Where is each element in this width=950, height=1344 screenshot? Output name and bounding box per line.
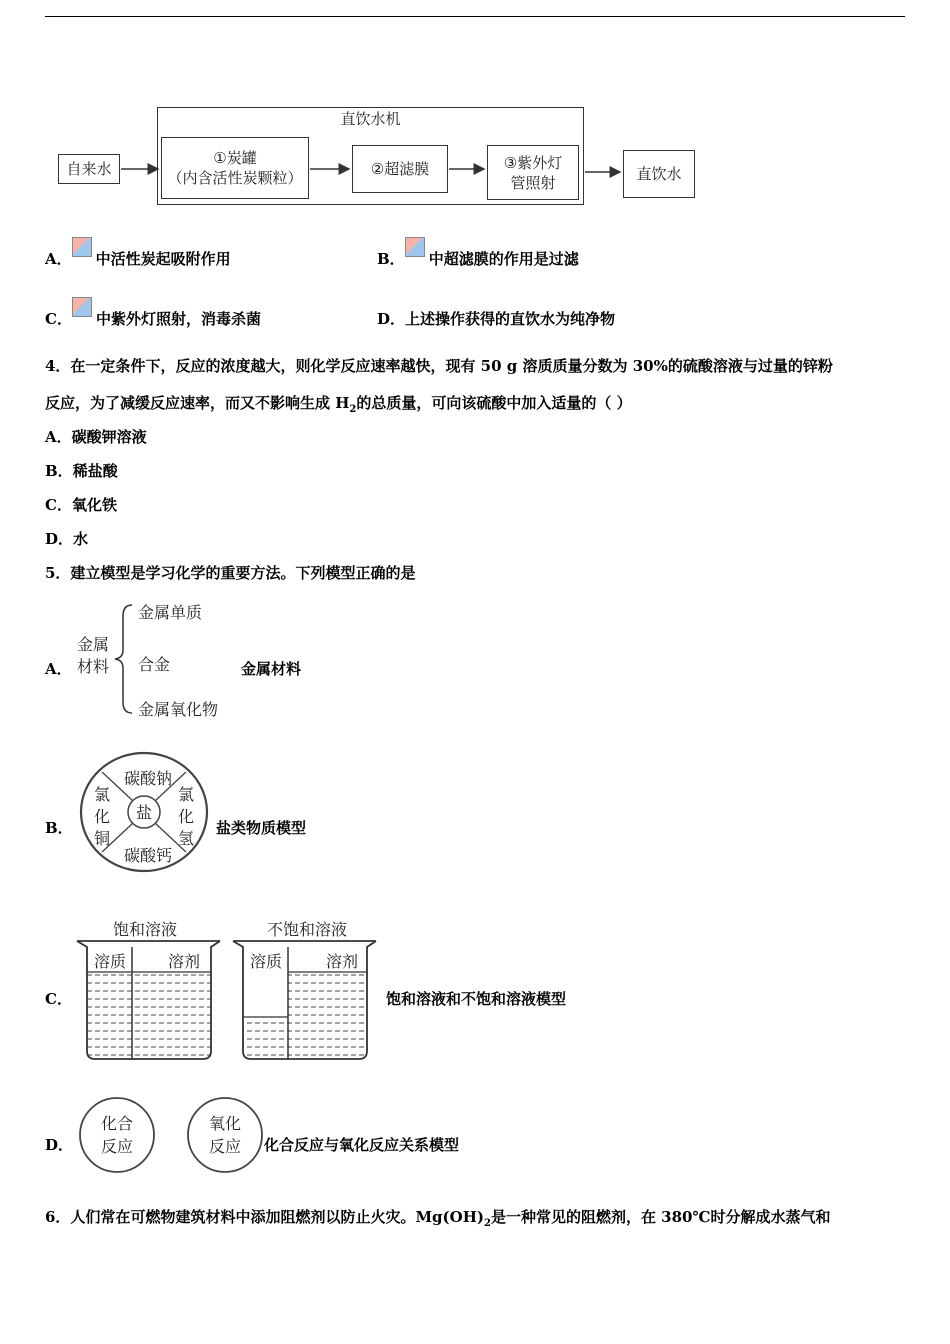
q5b-salt-wheel <box>78 750 210 874</box>
q4-option-a[interactable] <box>45 426 147 447</box>
broken-image-icon <box>405 237 425 257</box>
q4-option-d[interactable] <box>45 528 88 549</box>
flow-arrows <box>0 0 950 230</box>
q3-option-c-text: 中紫外灯照射，消毒杀菌 <box>95 310 261 328</box>
q5b-caption: 盐类物质模型 <box>216 819 307 837</box>
q5a-branch1: 金属单质 <box>138 603 203 622</box>
machine-title: 直饮水机 <box>340 110 401 128</box>
q4-option-b[interactable] <box>45 460 118 481</box>
q5b-left-2: 化 <box>93 807 111 826</box>
q5c-caption: 饱和溶液和不饱和溶液模型 <box>386 990 567 1008</box>
ultrafiltration-box: ②超滤膜 <box>352 145 448 193</box>
q3-option-a[interactable] <box>45 248 231 269</box>
q5c-beaker1-solvent: 溶剂 <box>167 952 201 971</box>
q3-option-c[interactable] <box>45 308 261 329</box>
q5b-left-1: 氯 <box>93 785 111 804</box>
carbon-tank-line1: ①炭罐 <box>213 149 257 167</box>
q3-option-a-text: 中活性炭起吸附作用 <box>95 250 231 268</box>
output-water-box: 直饮水 <box>623 150 695 198</box>
uv-lamp-line2: 管照射 <box>510 173 556 192</box>
q5a-brace <box>110 600 140 718</box>
q5d-caption: 化合反应与氧化反应关系模型 <box>264 1136 460 1154</box>
q5d-circle2-line2: 反应 <box>208 1137 242 1156</box>
q3-option-d-label: D． <box>377 310 406 328</box>
uv-lamp-line1: ③紫外灯 <box>503 153 563 172</box>
broken-image-icon <box>72 237 92 257</box>
q5c-beaker1-title: 饱和溶液 <box>112 920 178 939</box>
q5d-circle2-line1: 氧化 <box>208 1114 242 1133</box>
q3-option-b-text: 中超滤膜的作用是过滤 <box>428 250 579 268</box>
q3-option-c-label: C． <box>45 310 72 328</box>
q3-option-a-label: A． <box>45 250 72 268</box>
q4-subscript: 2 <box>349 404 357 415</box>
q5d-circles <box>75 1095 265 1177</box>
q4-stem-line1: 4．在一定条件下，反应的浓度越大，则化学反应速率越快，现有 50 g 溶质质量分数为 30%的硫酸溶液与过量的锌粉 <box>45 357 833 375</box>
q5c-beaker2-solute: 溶质 <box>249 952 283 971</box>
q4-option-label: A． <box>45 428 72 446</box>
q5a-branch2: 合金 <box>138 655 171 674</box>
q5b-right-3: 氢 <box>177 829 195 848</box>
q4-stem-line2 <box>45 392 632 415</box>
q5a-branch3: 金属氧化物 <box>138 700 219 719</box>
q5b-top: 碳酸钠 <box>123 769 173 788</box>
q4-option-c[interactable] <box>45 494 117 515</box>
q3-option-d-text: 上述操作获得的直饮水为纯净物 <box>405 310 616 328</box>
q5-option-b-label[interactable]: B． <box>45 819 73 837</box>
q5d-circle1-line1: 化合 <box>100 1114 134 1133</box>
q5b-right-1: 氯 <box>177 785 195 804</box>
q5b-bottom: 碳酸钙 <box>123 846 173 865</box>
q5c-beaker2-solvent: 溶剂 <box>325 952 359 971</box>
q4-option-label: D． <box>45 530 74 548</box>
q4-option-text: 水 <box>73 530 89 548</box>
q5b-right-2: 化 <box>177 807 195 826</box>
q6-subscript: 2 <box>483 1218 491 1229</box>
q3-option-d[interactable] <box>377 308 615 329</box>
q4-option-label: C． <box>45 496 72 514</box>
q3-option-b[interactable] <box>377 248 579 269</box>
q4-option-text: 氧化铁 <box>71 496 117 514</box>
q5a-caption: 金属材料 <box>241 660 302 678</box>
q5c-beaker2-title: 不饱和溶液 <box>266 920 348 939</box>
tap-water-box: 自来水 <box>58 154 120 184</box>
q5a-root-line2: 材料 <box>77 657 110 676</box>
q5-option-d-label[interactable]: D． <box>45 1136 74 1154</box>
q5-option-a-label[interactable]: A． <box>45 660 72 678</box>
q5d-circle1-line2: 反应 <box>100 1137 134 1156</box>
q5c-beaker1-solute: 溶质 <box>93 952 127 971</box>
q5b-left-3: 铜 <box>93 829 111 848</box>
carbon-tank-line2: （内含活性炭颗粒） <box>167 169 303 187</box>
q5b-center: 盐 <box>135 803 153 822</box>
q5-stem: 5．建立模型是学习化学的重要方法。下列模型正确的是 <box>45 564 416 582</box>
q5c-beakers <box>70 915 380 1065</box>
q4-stem-line2-b: 的总质量，可向该硫酸中加入适量的（ ） <box>356 394 632 412</box>
broken-image-icon <box>72 297 92 317</box>
q5a-root <box>77 634 109 678</box>
q6-stem-a: 6．人们常在可燃物建筑材料中添加阻燃剂以防止火灾。Mg(OH) <box>45 1208 484 1226</box>
q4-stem-line2-a: 反应，为了减缓反应速率，而又不影响生成 H <box>45 394 350 412</box>
q6-stem-b: 是一种常见的阻燃剂，在 380℃时分解成水蒸气和 <box>490 1208 831 1226</box>
q5a-root-line1: 金属 <box>77 635 110 654</box>
q4-option-text: 碳酸钾溶液 <box>71 428 147 446</box>
q6-stem <box>45 1206 830 1229</box>
q5-option-c-label[interactable]: C． <box>45 990 72 1008</box>
q4-option-label: B． <box>45 462 73 480</box>
q3-option-b-label: B． <box>377 250 405 268</box>
q4-option-text: 稀盐酸 <box>72 462 118 480</box>
